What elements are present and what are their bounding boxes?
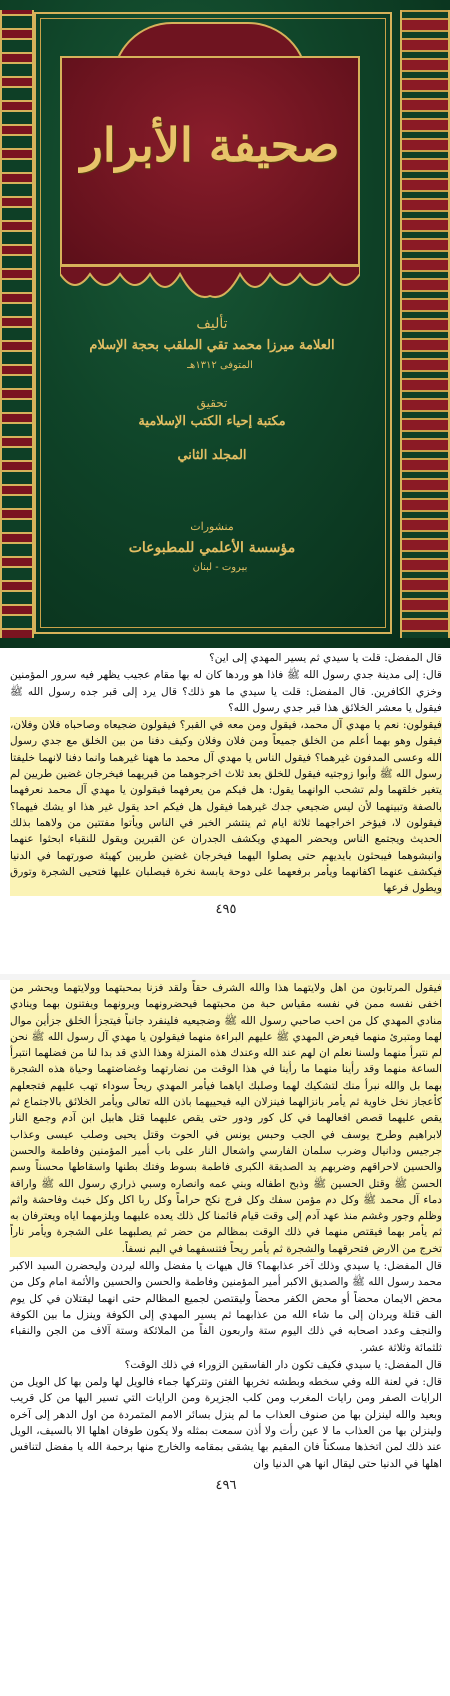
page-number: ٤٩٥ bbox=[215, 902, 237, 918]
author-dates: المتوفى ١٣١٢هـ bbox=[187, 360, 253, 371]
text-page-495 bbox=[0, 650, 450, 974]
paragraph: قال: إلى مدينة جدي رسول الله ﷺ فاذا هو وردها كان له بها مقام عجيب يظهر فيه سرور المؤمنين وخزي الكافرين. قال المفضل: قلت يا سيدي ما هو ذلك؟ قال يرد إلى قبر جده رسول الله ﷺ فيقول يا معشر الخلائق هذا قبر جدي رسول الله؟ bbox=[10, 669, 442, 714]
verification-label: تحقيق bbox=[196, 396, 228, 410]
book-cover bbox=[0, 0, 450, 648]
left-ornament-band bbox=[0, 10, 34, 638]
right-ornament-band bbox=[400, 10, 450, 638]
author-label: تأليف bbox=[196, 316, 228, 332]
book-title: صحيفة الأبرار bbox=[80, 118, 340, 172]
paragraph: قال المفضل: يا سيدي فكيف تكون دار الفاسقين الزوراء في ذلك الوقت؟ bbox=[124, 1358, 442, 1371]
paragraph-highlighted: فيقول المرتابون من اهل ولايتهما هذا والله الشرف حقاً ولقد فزنا بمحبتهما وولايتهما ويحشر من اخفى نفسه ممن في نفسه مقياس حبة من محبتهما فيحضرونهما ويرونهما ويفتنون بهما وينادي منادي المهدي كل من احب صاحبي رسول الله ﷺ وضجيعيه فلينفرد جانباً فيتجزأ الخلق جزأين موال لهما ومتبرئ منهما فيعرض المهدي ﷺ عليهم البراءة منهما فيقولون يا مهدي آل رسول الله ﷺ نحن لم نتبرأ منهما ولسنا نعلم ان لهم عند الله وعندك هذه المنزلة وهذا الذي قد بدا لنا من فضلهما انتبرأ الساعة منهما وقد رأينا منهما ما رأينا في هذا الوقت من نضارتهما وغضاضتهما وحياة هذه الشجرة بهما بل والله نبرأ منك لتشكيك لهما وصلبك اياهما فيأمر المهدي ريحاً سوداء تهب عليهم فتجعلهم كأعجاز نخل خاوية ثم يأمر بانزالهما فينزلان اليه فيحييهما باذن الله تعالى ويأمر الخلائق بالاجتماع ثم يقص عليهما قصص افعالهما في كل كور ودور حتى يقص عليهما قتل هابيل ابن آدم وجمع النار لابراهيم وطرح يوسف في الجب وحبس يونس في الحوت وقتل يحيى وصلب عيسى وعذاب جرجيس ودانيال وضرب سلمان الفارسي واشعال النار على باب أمير المؤمنين وفاطمة والحسن والحسين لاحراقهم وضربهم يد الصديقة الكبرى فاطمة بسوط وفتك بطنها واسقاطها محسناً وسم الحسن ﷺ وقتل الحسين ﷺ وذبح اطفاله وبني عمه وانصاره وسبي ذراري رسول الله ﷺ واراقة دماء آل محمد ﷺ وكل دم مؤمن سفك وكل فرج نكح حراماً وكل ربا اكل وكل خبث وفاحشة واثم وظلم وجور وغشم منذ عهد آدم إلى وقت قيام قائمنا كل ذلك يعده عليهما ويلزمهما اياه ويعترفان به ثم يأمر بهما فيقتص منهما في ذلك الوقت بمظالم من حضر ثم يصلبهما على الشجرة ويأمر ناراً تخرج من الارض فتحرقهما والشجرة ثم يأمر ريحاً فتنسفهما في اليم نسفاً. bbox=[10, 980, 442, 1257]
paragraph-highlighted: فيقولون: نعم يا مهدي آل محمد، فيقول ومن معه في القبر؟ فيقولون ضجيعاه وصاحباه فلان وفلان، فيقول وهو بهما أعلم من الخلق جميعاً ومن فلان وفلان وكيف دفنا من بين الخلق مع جدي رسول الله وعسى المدفون غيرهما؟ فيقول الناس يا مهدي آل محمد ما ههنا غيرهما وانما دفنا لانهما خليفتا رسول الله ﷺ وأبوا زوجتيه فيقول للخلق بعد ثلاث اخرجوهما من قبريهما فيخرجان غضين طريين لم يتغير خلقهما ولم تشحب الوانهما يقول: هل فيكم من يعرفهما فيقولون يا مهدي آل محمد نعرفهما بالصفة وتبينهما لأن ليس ضجيعي جدك غيرهما فيقول هل فيكم احد يقول غير هذا او يشك فيهما؟ فيقولون لا، فيؤخر اخراجهما ثلاثة ايام ثم ينتشر الخبر في الناس ويأتوا مفتتين من ولاهما بذلك الحديث ويجتمع الناس ويحضر المهدي ويكشف الجدران عن القبرين ويقول للنقباء ابحثوا عنهما وانبشوهما فيبحثون بايديهم حتى يصلوا اليهما فيخرجان غضين طريين كهيئة صورتهما في الدنيا فيكشف عنهما اكفانهما ويأمر برفعهما على دوحة يابسة نخرة فيصلبان عليها فتحيى الشجرة وتورق ويطول فرعها bbox=[10, 717, 442, 896]
author-name: العلامة ميرزا محمد تقي الملقب بحجة الإسلام bbox=[89, 338, 335, 353]
verifier-name: مكتبة إحياء الكتب الإسلامية bbox=[138, 414, 286, 429]
scallop-ornament bbox=[60, 266, 360, 302]
volume-label: المجلد الثاني bbox=[177, 448, 247, 463]
publisher-label: منشورات bbox=[190, 520, 234, 533]
paragraph: قال: في لعنة الله وفي سخطه وبطشه تخربها الفتن وتتركها جماء فالويل لها ولمن بها كل الويل من الرايات الصفر ومن رايات المغرب ومن كلب الجزيرة ومن الرايات التي تسير اليها من كل قريب وبعيد والله لينزلن بها من صنوف العذاب ما لم ينزل بسائر الامم المتمردة من اول الدهر إلى آخره ولينزلن بها من العذاب ما لا عين رأت ولا أذن سمعت بمثله ولا يكون طوفان اهلها الا بالسيف، الويل عند ذلك لمن اتخذها مسكناً فان المقيم بها يشقى بمقامه والخارج منها برحمة الله يا مفضل لتنافس اهلها في الدنيا حتى ليقال انها هي الدنيا وان bbox=[10, 1376, 442, 1470]
paragraph: قال المفضل: قلت يا سيدي ثم يسير المهدي إلى اين؟ bbox=[209, 652, 442, 664]
paragraph: قال المفضل: يا سيدي وذلك آخر عذابهما؟ قال هيهات يا مفضل والله ليردن وليحضرن السيد الاكبر محمد رسول الله ﷺ والصديق الاكبر أمير المؤمنين وفاطمة والحسن والحسين والأئمة امام وكل من محض الايمان محضاً أو محض الكفر محضاً وليقتصن لجميع المظالم حتى انهما ليقتلان في كل يوم الف قتلة ويردان إلى ما شاء الله من عذابهما ثم يسير المهدي إلى الكوفة وينزل ما بين الكوفة والنجف وعدد اصحابه في ذلك اليوم ستة واربعون الفاً من الملائكة وستة آلاف من الجن والنقباء ثلثمائة وثلاثة عشر. bbox=[10, 1260, 442, 1354]
page-number: ٤٩٦ bbox=[215, 1477, 237, 1493]
publisher-name: مؤسسة الأعلمي للمطبوعات bbox=[128, 540, 296, 556]
text-page-496 bbox=[0, 980, 450, 1696]
publisher-city: بيروت - لبنان bbox=[192, 562, 248, 573]
